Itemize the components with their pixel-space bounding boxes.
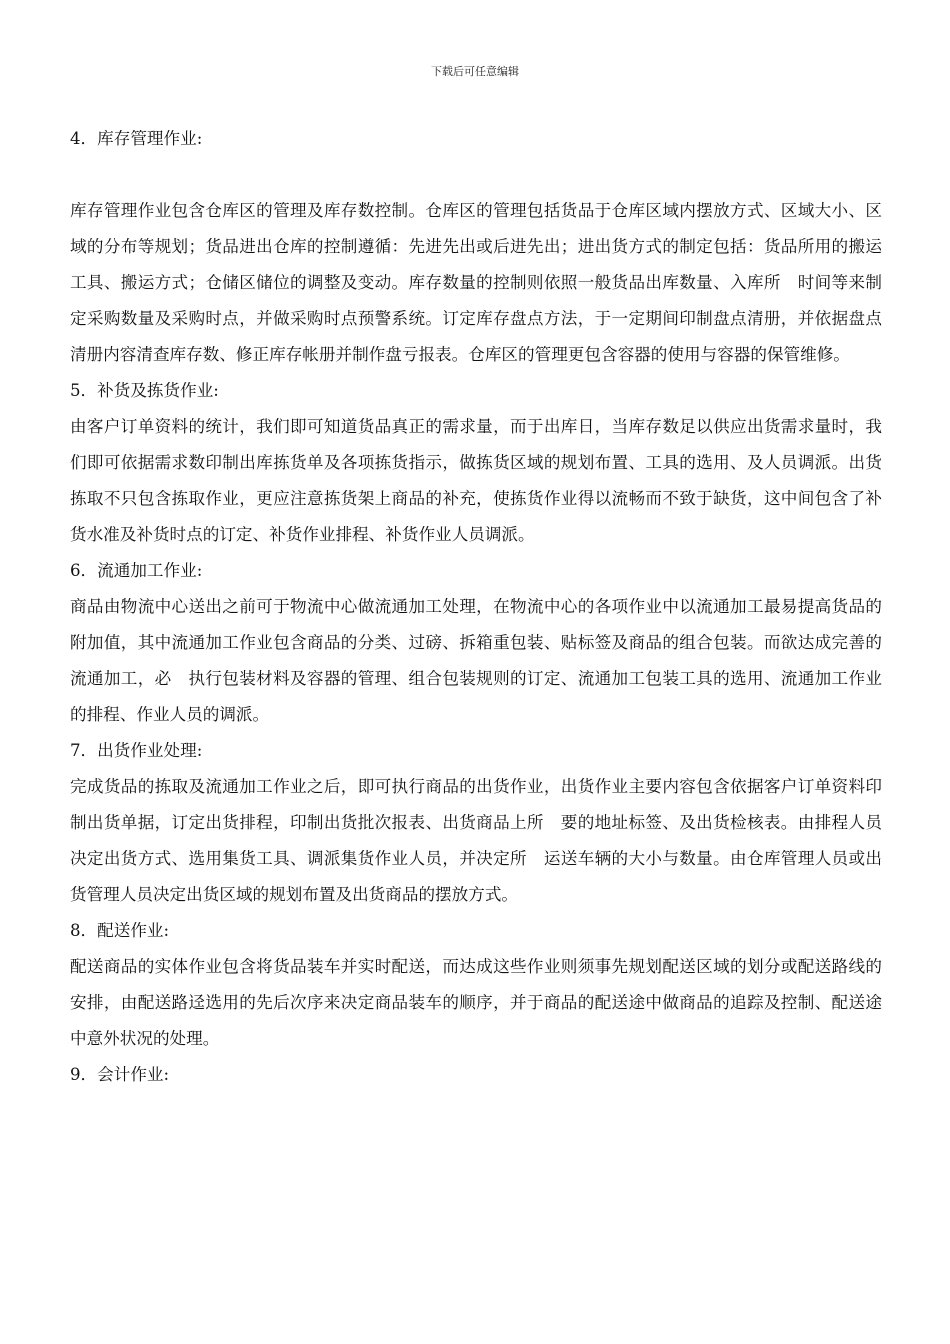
paragraph-inventory: 库存管理作业包含仓库区的管理及库存数控制。仓库区的管理包括货品于仓库区域内摆放方式、区域大小、区域的分布等规划；货品进出仓库的控制遵循：先进先出或后进先出；进出货方式的制定包括：货品所用的搬运工具、搬运方式；仓储区储位的调整及变动。库存数量的控制则依照一般货品出库数量、入库所 时间等来制定采购数量及采购时点，并做采购时点预警系统。订定库存盘点方法，于一定期间印制盘点清册，并依据盘点清册内容清查库存数、修正库存帐册并制作盘亏报表。仓库区的管理更包含容器的使用与容器的保管维修。: [70, 201, 882, 364]
section-heading-accounting: 9．会计作业:: [70, 1065, 170, 1084]
section-heading-processing: 6．流通加工作业:: [70, 561, 203, 580]
section-heading-picking: 5．补货及拣货作业:: [70, 381, 219, 400]
header-note: 下载后可任意编辑: [431, 65, 519, 78]
paragraph-delivery: 配送商品的实体作业包含将货品装车并实时配送，而达成这些作业则须事先规划配送区域的划分或配送路线的安排，由配送路迳选用的先后次序来决定商品装车的顺序，并于商品的配送途中做商品的追踪及控制、配送途中意外状况的处理。: [70, 957, 882, 1048]
section-heading-delivery: 8．配送作业:: [70, 921, 170, 940]
paragraph-picking: 由客户订单资料的统计，我们即可知道货品真正的需求量，而于出库日，当库存数足以供应出货需求量时，我们即可依据需求数印制出库拣货单及各项拣货指示，做拣货区域的规划布置、工具的选用、及人员调派。出货拣取不只包含拣取作业，更应注意拣货架上商品的补充，使拣货作业得以流畅而不致于缺货，这中间包含了补货水准及补货时点的订定、补货作业排程、补货作业人员调派。: [70, 417, 882, 544]
section-heading-shipping: 7．出货作业处理:: [70, 741, 203, 760]
paragraph-processing: 商品由物流中心送出之前可于物流中心做流通加工处理，在物流中心的各项作业中以流通加工最易提高货品的附加值，其中流通加工作业包含商品的分类、过磅、拆箱重包装、贴标签及商品的组合包装。而欲达成完善的流通加工，必 执行包装材料及容器的管理、组合包装规则的订定、流通加工包装工具的选用、流通加工作业的排程、作业人员的调派。: [70, 597, 882, 724]
section-heading-inventory: 4．库存管理作业:: [70, 129, 203, 148]
document-body: [70, 121, 882, 1093]
paragraph-shipping: 完成货品的拣取及流通加工作业之后，即可执行商品的出货作业，出货作业主要内容包含依据客户订单资料印制出货单据，订定出货排程，印制出货批次报表、出货商品上所 要的地址标签、及出货检核表。由排程人员决定出货方式、选用集货工具、调派集货作业人员，并决定所 运送车辆的大小与数量。由仓库管理人员或出货管理人员决定出货区域的规划布置及出货商品的摆放方式。: [70, 777, 882, 904]
